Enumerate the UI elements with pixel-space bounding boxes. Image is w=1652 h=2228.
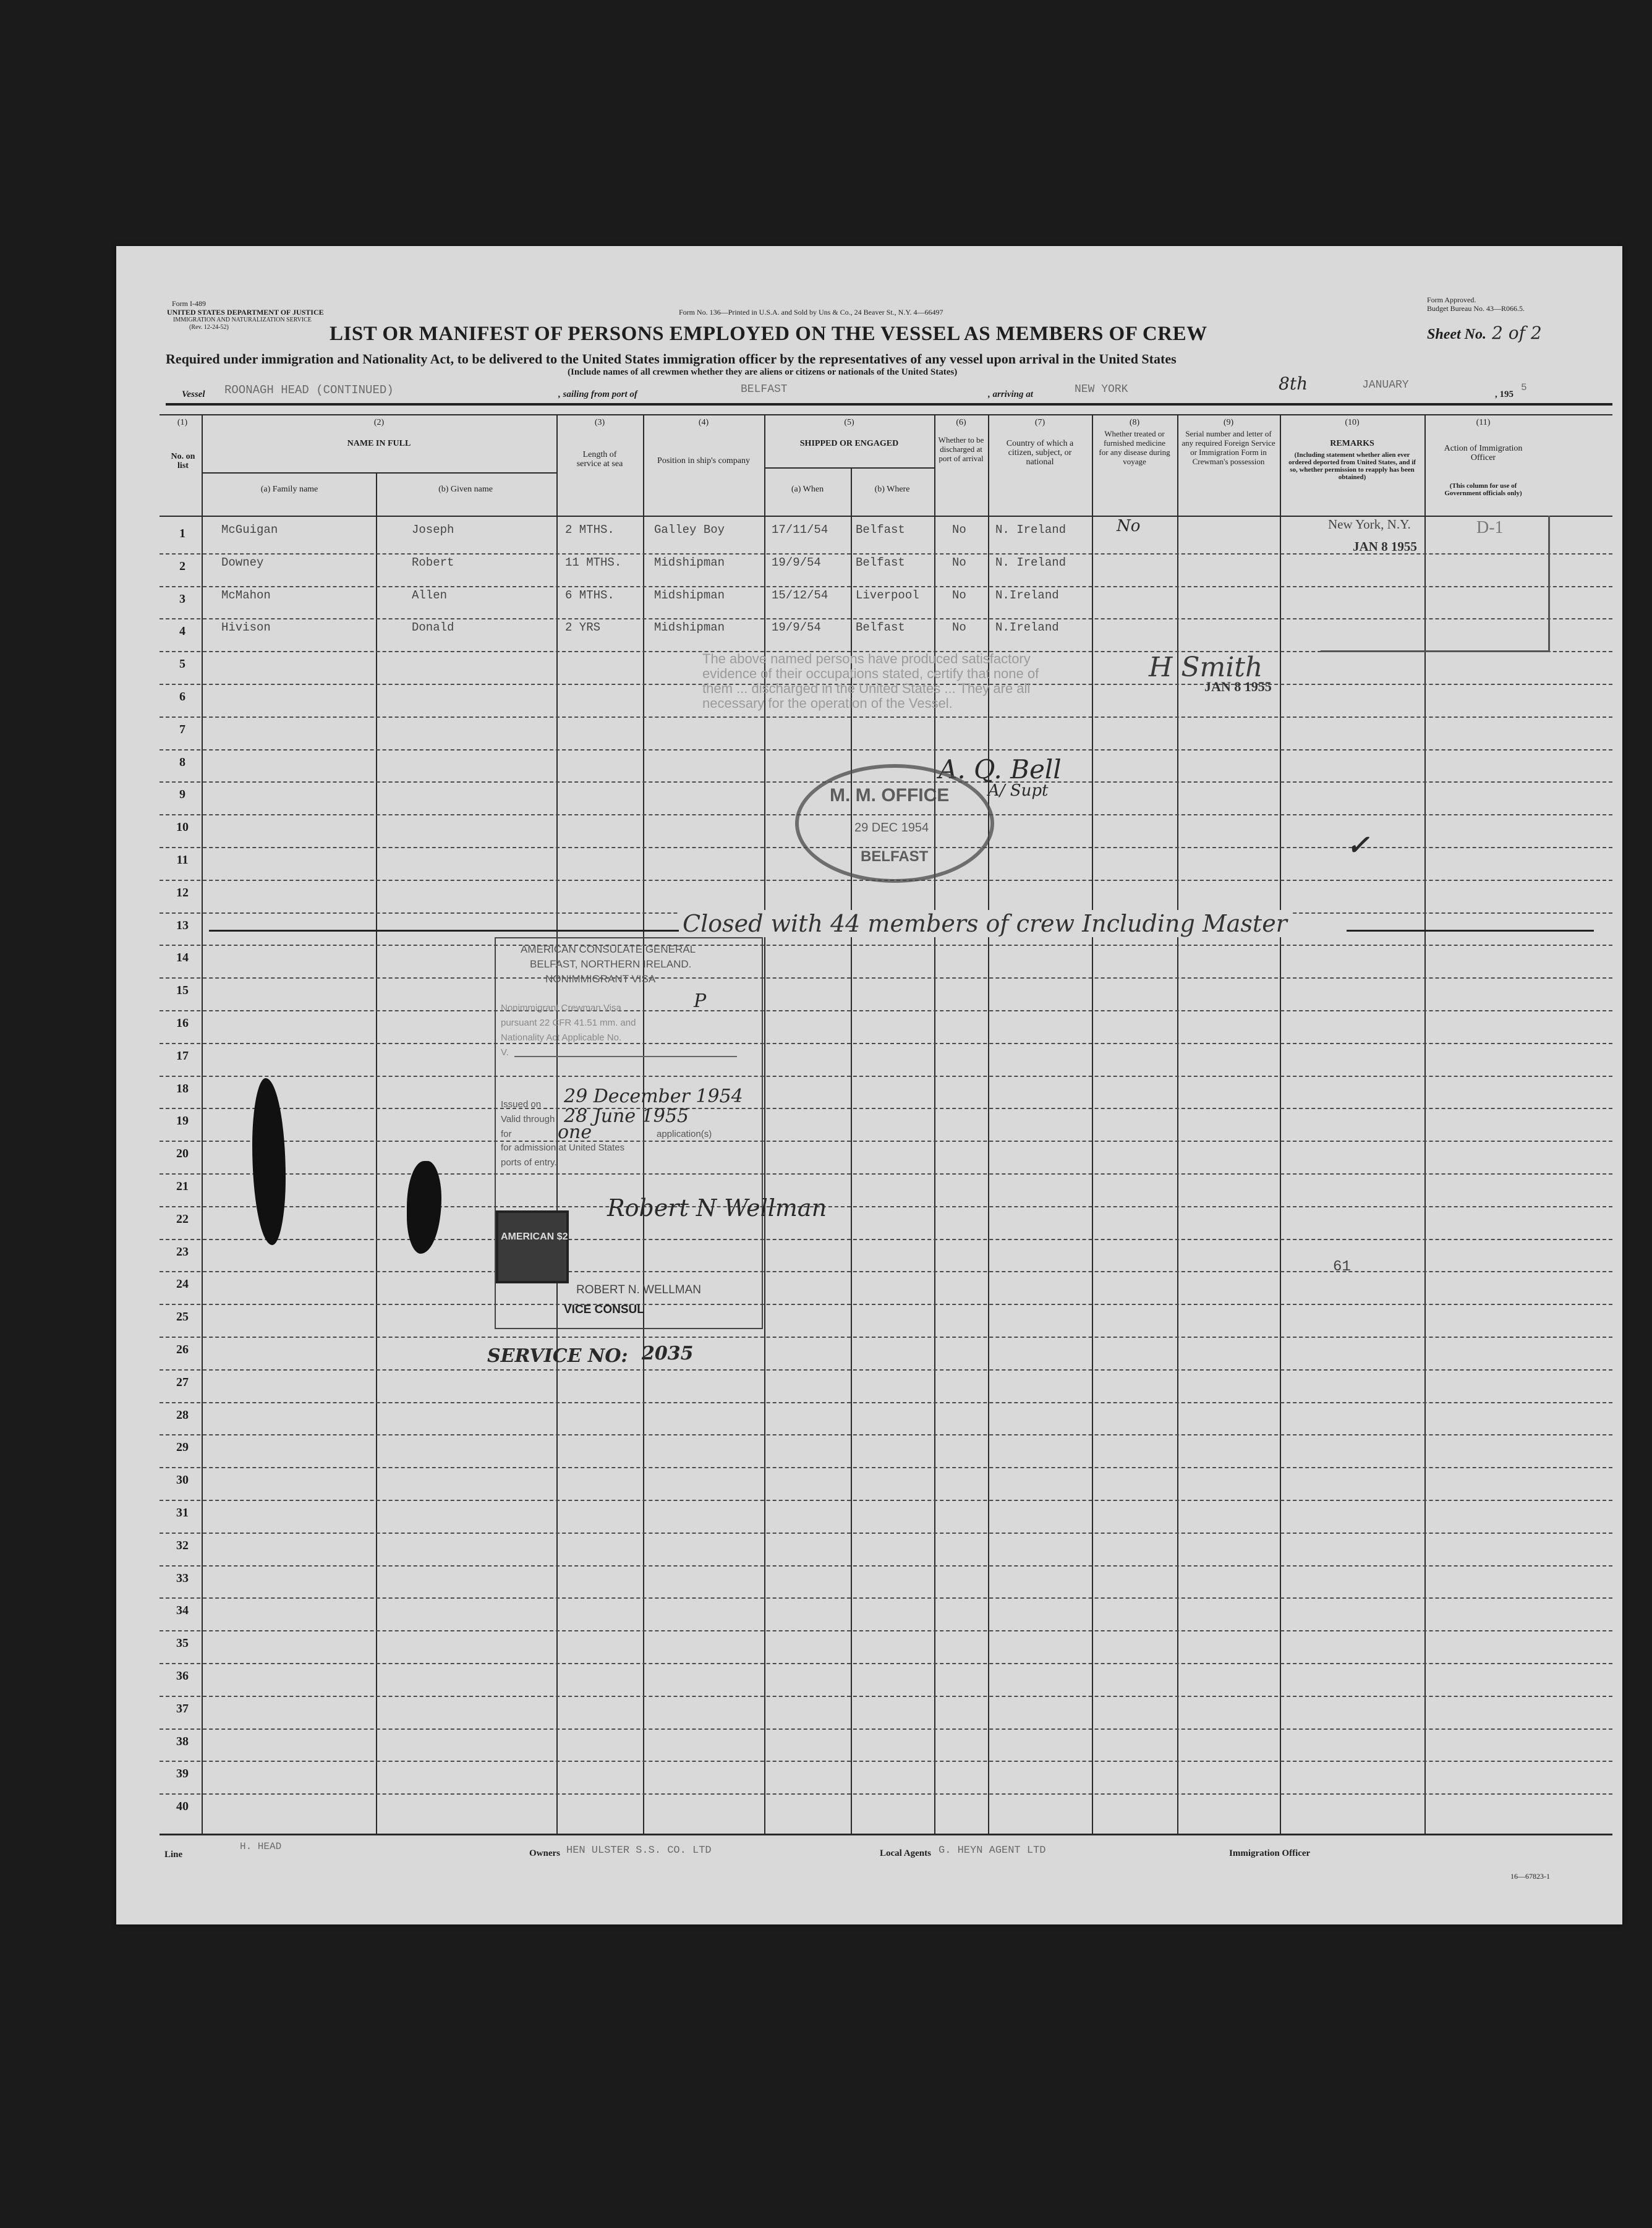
row-number: 17 <box>176 1048 189 1063</box>
voyage-underline <box>166 403 1612 406</box>
row-separator <box>160 945 1612 946</box>
row-number: 12 <box>176 885 189 899</box>
remarks-stamp-city: New York, N.Y. <box>1328 517 1411 532</box>
row-number: 13 <box>176 918 189 932</box>
row-separator <box>160 1141 1612 1142</box>
col10-note: (Including statement whether alien ever ordered deported from United States, and if so, whether permission to reapply has been obtained) <box>1288 451 1416 481</box>
row-separator <box>160 1337 1612 1338</box>
row-number: 8 <box>179 755 185 769</box>
row-separator <box>160 1239 1612 1240</box>
row-separator <box>160 1793 1612 1795</box>
row-separator <box>160 1271 1612 1272</box>
row-number: 25 <box>176 1310 189 1324</box>
printer-line: Form No. 136—Printed in U.S.A. and Sold by Uns & Co., 24 Beaver St., N.Y. 4—66497 <box>679 308 943 317</box>
service-length-cell: 2 MTHS. <box>565 523 615 537</box>
row-number: 27 <box>176 1375 189 1389</box>
visa-issued-value: 29 December 1954 <box>564 1086 743 1107</box>
col11-number: (11) <box>1476 418 1491 427</box>
row-separator <box>160 1108 1612 1109</box>
row-number: 9 <box>179 788 185 802</box>
page-subnote: (Include names of all crewmen whether they are aliens or citizens or nationals of the United States) <box>568 367 958 377</box>
page-subtitle: Required under immigration and Nationality Act, to be delivered to the United States immigration officer by the representatives of any vessel upon arrival in the United States <box>166 351 1177 367</box>
col9-number: (9) <box>1223 418 1234 427</box>
service-length-cell: 11 MTHS. <box>565 555 622 569</box>
vessel-label: Vessel <box>182 389 205 399</box>
fee-stamp <box>496 1210 569 1283</box>
row-number: 37 <box>176 1701 189 1716</box>
given-name-cell: Donald <box>412 621 454 635</box>
service-no-label: SERVICE NO: <box>487 1345 628 1367</box>
position-cell: Midshipman <box>654 555 725 569</box>
shipped-where-cell: Belfast <box>856 555 905 569</box>
col-line <box>1177 415 1178 1834</box>
family-name-cell: Downey <box>221 555 264 569</box>
row-separator <box>160 1467 1612 1468</box>
row-separator <box>160 1696 1612 1697</box>
row-number: 3 <box>179 592 185 606</box>
header-top-line <box>160 414 1612 415</box>
certification-line: The above named persons have produced satisfactory evidence of their occupations stated, certify that none of them ... discharged in the United States ... They are all necessary for the operation of the Vessel. <box>702 651 1039 711</box>
discharge-cell: No <box>952 588 966 602</box>
budget-number: Budget Bureau No. 43—R066.5. <box>1427 304 1525 313</box>
row-separator <box>160 1010 1612 1011</box>
col2a-header: (a) Family name <box>260 485 318 494</box>
year-suffix: 5 <box>1521 382 1527 393</box>
visa-line5: pursuant 22 CFR 41.51 mm. and <box>501 1018 636 1028</box>
col-line <box>988 415 989 1834</box>
row-separator <box>160 749 1612 750</box>
shipped-when-cell: 17/11/54 <box>772 523 828 537</box>
arrival-month: JANUARY <box>1362 379 1409 391</box>
tick-mark: ✓ <box>1347 830 1369 861</box>
service-no-value: 2035 <box>642 1343 694 1364</box>
consul-title: VICE CONSUL <box>564 1303 644 1316</box>
row-number: 20 <box>176 1147 189 1161</box>
row-number: 2 <box>179 559 185 573</box>
visa-line7: V. <box>501 1047 509 1058</box>
position-cell: Galley Boy <box>654 523 725 537</box>
row-separator <box>160 1565 1612 1567</box>
visa-line4: Nonimmigrant Crewman Visa <box>501 1003 621 1013</box>
row-number: 22 <box>176 1212 189 1226</box>
visa-for-label: for <box>501 1129 512 1139</box>
officer-label: Immigration Officer <box>1229 1848 1311 1858</box>
row-number: 14 <box>176 951 189 965</box>
row-number: 18 <box>176 1081 189 1095</box>
row-number: 29 <box>176 1440 189 1455</box>
row-number: 16 <box>176 1016 189 1030</box>
certification-text <box>702 652 1049 711</box>
col5-header: SHIPPED OR ENGAGED <box>799 439 899 448</box>
row-number: 38 <box>176 1734 189 1748</box>
row-number: 33 <box>176 1571 189 1585</box>
country-cell: N.Ireland <box>995 588 1059 602</box>
form-revision: (Rev. 12-24-52) <box>189 324 229 331</box>
print-number: 16—67823-1 <box>1510 1872 1550 1881</box>
shipped-when-cell: 19/9/54 <box>772 621 821 635</box>
name-subheader-line <box>202 472 556 474</box>
row-number: 26 <box>176 1343 189 1356</box>
row-separator <box>160 716 1612 718</box>
arrival-day: 8th <box>1279 373 1308 394</box>
office-stamp <box>795 764 994 883</box>
service-length-cell: 6 MTHS. <box>565 588 615 602</box>
col10-number: (10) <box>1345 418 1360 427</box>
owners-label: Owners <box>529 1848 560 1858</box>
visa-stamp <box>495 937 827 1329</box>
row-number: 32 <box>176 1538 189 1552</box>
row-separator <box>160 1434 1612 1435</box>
shipped-where-cell: Belfast <box>856 621 905 635</box>
closed-statement: Closed with 44 members of crew Including Master <box>679 910 1291 937</box>
superintendent-signature: A. Q. Bell <box>939 754 1062 784</box>
office-stamp-date: 29 DEC 1954 <box>854 821 929 835</box>
sheet-value: 2 of 2 <box>1492 323 1542 343</box>
service-name: IMMIGRATION AND NATURALIZATION SERVICE <box>173 317 312 323</box>
row-number: 11 <box>176 853 189 867</box>
sailing-label: , sailing from port of <box>558 389 637 399</box>
visa-for-value: one <box>558 1121 592 1143</box>
row-number: 19 <box>176 1114 189 1128</box>
shipped-subheader-line <box>764 467 934 469</box>
col-line <box>1092 415 1093 1834</box>
country-cell: N. Ireland <box>995 523 1067 537</box>
col9-header: Serial number and letter of any required Foreign Service or Immigration Form in Crewman's possession <box>1182 429 1275 466</box>
visa-letter: P <box>694 990 707 1012</box>
family-name-cell: Hivison <box>221 621 271 635</box>
inspector-signature: H Smith <box>1149 652 1263 683</box>
visa-line6: Nationality Act Applicable No. <box>501 1032 622 1043</box>
footer-line <box>160 1834 1612 1835</box>
col7-number: (7) <box>1034 418 1045 427</box>
visa-valid-value: 28 June 1955 <box>564 1105 689 1127</box>
col7-header: Country of which a citizen, subject, or national <box>1006 439 1074 467</box>
row-number: 28 <box>176 1408 189 1422</box>
consul-name: ROBERT N. WELLMAN <box>576 1283 702 1296</box>
consul-signature: Robert N Wellman <box>607 1194 827 1222</box>
sheet-label: Sheet No. <box>1427 326 1486 342</box>
row-number: 36 <box>176 1669 189 1683</box>
family-name-cell: McGuigan <box>221 523 278 537</box>
remarks-stamp <box>1321 516 1550 652</box>
col8-number: (8) <box>1129 418 1140 427</box>
col11-note: (This column for use of Government officials only) <box>1444 482 1522 497</box>
year-prefix: , 195 <box>1495 389 1514 399</box>
row-separator <box>160 1369 1612 1371</box>
arriving-label: , arriving at <box>988 389 1033 399</box>
shipped-when-cell: 15/12/54 <box>772 588 828 602</box>
vessel-name: ROONAGH HEAD (CONTINUED) <box>224 383 394 397</box>
service-length-cell: 2 YRS <box>565 621 601 635</box>
family-name-cell: McMahon <box>221 588 271 602</box>
col1-number: (1) <box>177 418 188 427</box>
page-title: LIST OR MANIFEST OF PERSONS EMPLOYED ON THE VESSEL AS MEMBERS OF CREW <box>330 323 1207 345</box>
agents-label: Local Agents <box>880 1848 931 1858</box>
remarks-stamp-code: D-1 <box>1476 518 1504 537</box>
owners-value: HEN ULSTER S.S. CO. LTD <box>566 1845 712 1856</box>
row-number: 23 <box>176 1244 189 1259</box>
col3-number: (3) <box>594 418 605 427</box>
shipped-where-cell: Belfast <box>856 523 905 537</box>
col-line <box>202 415 203 1834</box>
row-number: 10 <box>176 820 189 835</box>
col1-header: No. on list <box>171 452 195 470</box>
given-name-cell: Robert <box>412 555 454 569</box>
position-cell: Midshipman <box>654 588 725 602</box>
visa-line1: AMERICAN CONSULATE GENERAL <box>521 943 696 955</box>
office-stamp-top: M. M. OFFICE <box>830 785 950 806</box>
form-number: Form I-489 <box>172 299 206 308</box>
sailing-port: BELFAST <box>741 383 788 396</box>
row-number: 7 <box>179 722 185 736</box>
row-separator <box>160 1076 1612 1077</box>
arriving-port: NEW YORK <box>1075 383 1128 396</box>
line-label: Line <box>164 1850 183 1860</box>
col10-header: REMARKS <box>1330 439 1374 448</box>
row-separator <box>160 977 1612 979</box>
row-separator <box>160 1206 1612 1207</box>
col2b-header: (b) Given name <box>438 485 493 494</box>
row-separator <box>160 1304 1612 1305</box>
col5b-header: (b) Where <box>874 485 910 494</box>
shipped-when-cell: 19/9/54 <box>772 555 821 569</box>
closed-line-right <box>1347 930 1594 932</box>
country-cell: N.Ireland <box>995 621 1059 635</box>
manifest-page <box>116 246 1622 1924</box>
department-name: UNITED STATES DEPARTMENT OF JUSTICE <box>167 308 324 317</box>
medicine-entry: No <box>1117 517 1141 535</box>
col6-number: (6) <box>956 418 966 427</box>
row-separator <box>160 1533 1612 1534</box>
fee-stamp-text: AMERICAN $2 <box>501 1231 568 1242</box>
col-line <box>764 415 765 1834</box>
line-value: H. HEAD <box>240 1841 282 1852</box>
row-separator <box>160 1402 1612 1403</box>
row-separator <box>160 1173 1612 1175</box>
row-number: 40 <box>176 1800 189 1814</box>
given-name-cell: Joseph <box>412 523 454 537</box>
row-separator <box>160 1630 1612 1631</box>
form-approval: Form Approved. <box>1427 296 1476 304</box>
agents-value: G. HEYN AGENT LTD <box>939 1845 1046 1856</box>
row-number: 4 <box>179 624 185 639</box>
row-separator <box>160 1761 1612 1762</box>
visa-line2: BELFAST, NORTHERN IRELAND. <box>530 958 692 970</box>
col5a-header: (a) When <box>791 485 824 494</box>
row-number: 30 <box>176 1473 189 1487</box>
row-number: 39 <box>176 1767 189 1781</box>
col11-header: Action of Immigration Officer <box>1444 444 1523 462</box>
visa-valid-label: Valid through <box>501 1114 555 1125</box>
visa-issued-label: Issued on <box>501 1099 542 1110</box>
row-separator <box>160 1663 1612 1664</box>
row-number: 5 <box>179 657 185 671</box>
discharge-cell: No <box>952 555 966 569</box>
ink-blot <box>252 1078 286 1245</box>
row-number: 24 <box>176 1277 189 1291</box>
row-separator <box>160 1597 1612 1599</box>
col-line <box>1280 415 1281 1834</box>
row-number: 31 <box>176 1506 189 1520</box>
col2-header: NAME IN FULL <box>347 439 411 448</box>
col6-header: Whether to be discharged at port of arrival <box>938 435 984 463</box>
visa-admission: for admission at United States <box>501 1142 625 1153</box>
number-61: 61 <box>1333 1259 1351 1275</box>
discharge-cell: No <box>952 523 966 537</box>
row-separator <box>160 1043 1612 1044</box>
given-name-cell: Allen <box>412 588 448 602</box>
row-separator <box>160 1500 1612 1501</box>
superintendent-title: A/ Supt <box>988 781 1049 800</box>
position-cell: Midshipman <box>654 621 725 635</box>
col-line <box>934 415 935 1834</box>
shipped-where-cell: Liverpool <box>856 588 919 602</box>
visa-ports: ports of entry. <box>501 1157 557 1168</box>
col4-number: (4) <box>698 418 709 427</box>
visa-line3: NONIMMIGRANT VISA <box>545 973 656 985</box>
col3-header: Length of service at sea <box>576 450 623 469</box>
row-number: 35 <box>176 1636 189 1651</box>
inspector-date-stamp: JAN 8 1955 <box>1204 679 1272 694</box>
discharge-cell: No <box>952 621 966 635</box>
col2-number: (2) <box>373 418 385 427</box>
col5-number: (5) <box>844 418 854 427</box>
country-cell: N. Ireland <box>995 555 1067 569</box>
visa-underline <box>514 1056 737 1057</box>
row-number: 21 <box>176 1180 189 1193</box>
row-separator <box>160 1728 1612 1730</box>
col4-header: Position in ship's company <box>657 456 750 466</box>
row-number: 1 <box>179 527 185 540</box>
row-number: 34 <box>176 1604 189 1618</box>
col8-header: Whether treated or furnished medicine for any disease during voyage <box>1099 429 1170 466</box>
row-number: 6 <box>179 690 185 704</box>
office-stamp-bottom: BELFAST <box>861 848 929 865</box>
row-number: 15 <box>176 984 189 998</box>
visa-applications: application(s) <box>657 1129 712 1139</box>
remarks-stamp-date: JAN 8 1955 <box>1353 539 1417 554</box>
